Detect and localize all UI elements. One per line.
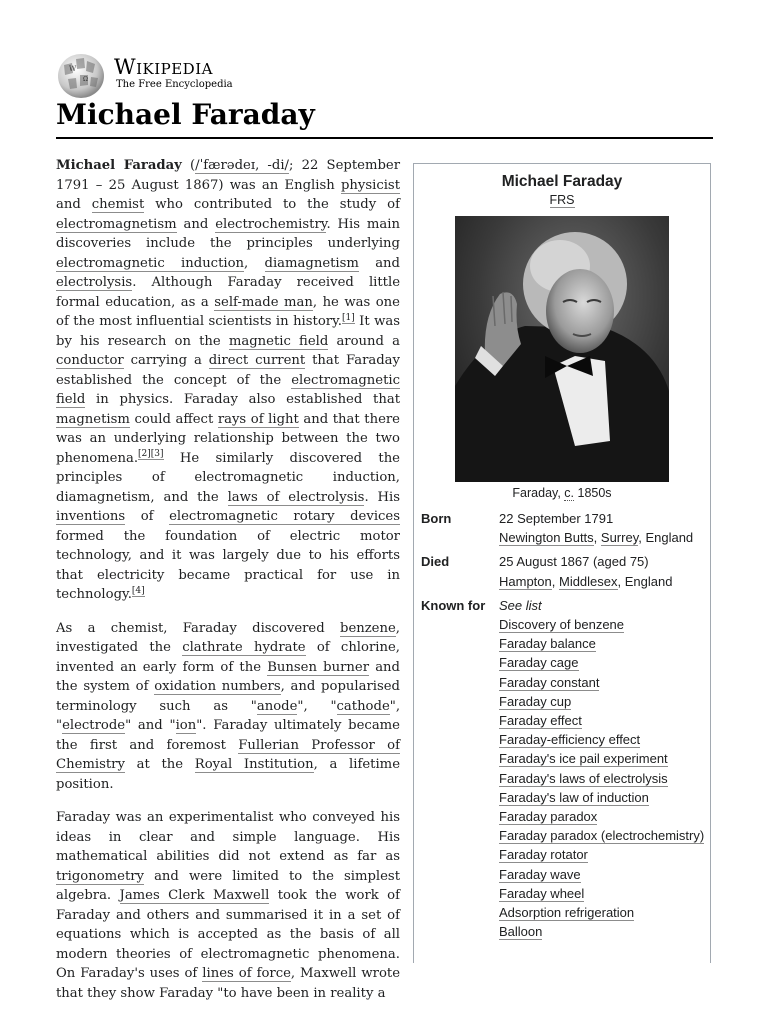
link-diamagnetism[interactable]: diamagnetism [264,255,359,271]
link-laws-of-electrolysis[interactable]: laws of electrolysis [227,489,365,505]
known-for-link[interactable]: Faraday rotator [499,847,588,863]
known-for-item [499,634,710,653]
known-for-item [499,826,710,845]
born-label: Born [421,511,452,526]
known-for-link[interactable]: Faraday constant [499,674,600,690]
citation-link[interactable]: [2][3] [138,449,164,460]
link-conductor[interactable]: conductor [56,353,124,368]
link-rays-of-light[interactable]: rays of light [217,411,299,427]
known-for-value [499,596,710,942]
link-inventions[interactable]: inventions [56,509,126,524]
lead-paragraph-3: Faraday was an experimentalist who conveyed his ideas in clear and simple language. His mathematical abilities did not extend as far as trigonometry and were limited to the simplest algebra. James Clerk Maxwell took the work of Faraday and others and summarised it in a set of equations which is accepted as the basis of all modern theories of electromagnetic phenomena. On Faraday's uses of lines of force, Maxwell wrote that they show Faraday "to have been in reality a [56,810,400,1001]
known-for-link[interactable]: Faraday's law of induction [499,789,649,805]
link-electromagnetic-induction[interactable]: electromagnetic induction [56,255,245,271]
infobox-title: Michael Faraday [501,173,623,190]
known-for-link[interactable]: Faraday balance [499,636,596,652]
known-for-item [499,903,710,922]
died-label: Died [421,554,450,570]
link-bunsen-burner[interactable]: Bunsen burner [267,659,369,675]
portrait-caption: Faraday, c. 1850s [512,486,612,500]
known-for-item [499,884,710,903]
link-electrode[interactable]: electrode [62,718,126,733]
known-for-item [499,845,710,864]
known-for-item [499,922,710,941]
citation-link[interactable]: [4] [131,585,145,596]
known-for-link[interactable]: Faraday-efficiency effect [499,732,641,748]
known-for-item [499,788,710,807]
known-for-link[interactable]: Faraday's ice pail experiment [499,751,668,767]
known-for-item [499,653,710,672]
link-physicist[interactable]: physicist [340,177,400,193]
known-for-link[interactable]: Faraday cage [499,655,579,671]
known-for-item [499,769,710,788]
link-newington-butts[interactable]: Newington Butts [499,530,594,546]
link-chemist[interactable]: chemist [91,197,145,212]
link-ion[interactable]: ion [175,718,197,733]
wikipedia-globe-logo[interactable] [56,53,106,99]
link-frs[interactable]: FRS [549,193,575,207]
link-oxidation-numbers[interactable]: oxidation numbers [154,679,281,694]
circa-abbr[interactable]: c. [564,486,575,500]
link-direct-current[interactable]: direct current [208,353,306,368]
link-electromagnetic-rotary-devices[interactable]: electromagnetic rotary devices [169,509,400,524]
wikipedia-wordmark[interactable]: Wikipedia [114,55,213,79]
see-list-note: See list [499,597,542,613]
link-trigonometry[interactable]: trigonometry [56,868,144,884]
known-for-item [499,615,710,634]
known-for-link[interactable]: Balloon [499,924,543,940]
infobox-row-born [414,509,710,547]
page-title: Michael Faraday [56,98,315,131]
known-for-link[interactable]: Faraday wheel [499,885,585,901]
known-for-item [499,749,710,768]
known-for-link[interactable]: Faraday effect [499,713,582,729]
known-for-item [499,730,710,749]
known-for-list [499,615,710,941]
known-for-item [499,711,710,730]
lead-paragraph-1: Michael Faraday (/ˈfærədeɪ, -di/; 22 September 1791 – 25 August 1867) was an English physicist and chemist who contributed to the study of electromagnetism and electrochemistry. His main discoveries include the principles underlying electromagnetic induction, diamagnetism and electrolysis. Although Faraday received little formal education, as a self-made man, he was one of the most influential scientists in history.[1] It was by his research on the magnetic field around a conductor carrying a direct current that Faraday established the concept of the electromagnetic field in physics. Faraday also established that magnetism could affect rays of light and that there was an underlying relationship between the two phenomena.[2][3] He similarly discovered the principles of electromagnetic induction, diamagnetism, and the laws of electrolysis. His inventions of electromagnetic rotary devices formed the foundation of electric motor technology, and it was largely due to his efforts that electricity became practical for use in technology.[4] [56,158,400,602]
link-james-clerk-maxwell[interactable]: James Clerk Maxwell [119,888,270,903]
svg-text:Ω: Ω [83,76,88,83]
link-middlesex[interactable]: Middlesex [558,573,618,589]
known-for-link[interactable]: Faraday cup [499,693,572,709]
known-for-item [499,865,710,884]
link-hampton[interactable]: Hampton [499,573,552,589]
link-benzene[interactable]: benzene [340,620,396,636]
subject-name: Michael Faraday [56,158,182,173]
infobox-row-died [414,552,710,590]
link-anode[interactable]: anode [256,698,298,714]
link-surrey[interactable]: Surrey [600,530,639,546]
link-clathrate-hydrate[interactable]: clathrate hydrate [182,640,306,655]
link-magnetism[interactable]: magnetism [56,411,130,427]
link-lines-of-force[interactable]: lines of force [202,966,291,981]
infobox-postnominal [414,191,710,210]
known-for-label: Known for [421,597,486,613]
link-electrochemistry[interactable]: electrochemistry [215,216,327,232]
link-cathode[interactable]: cathode [336,698,390,714]
died-value: 25 August 1867 (aged 75) Hampton, Middlesex, England [499,554,673,589]
portrait-photo[interactable] [455,216,669,482]
link-magnetic-field[interactable]: magnetic field [228,333,329,349]
known-for-link[interactable]: Adsorption refrigeration [499,905,635,921]
known-for-item [499,692,710,711]
infobox [413,163,711,963]
known-for-link[interactable]: Faraday paradox [499,809,598,825]
title-divider [56,137,713,139]
link-electromagnetic-field[interactable]: electromagnetic field [56,372,400,407]
known-for-link[interactable]: Faraday's laws of electrolysis [499,770,668,786]
link-electromagnetism[interactable]: electromagnetism [56,216,177,232]
link-fullerian-professor[interactable]: Fullerian Professor of Chemistry [56,737,400,772]
link-royal-institution[interactable]: Royal Institution [194,757,314,772]
known-for-link[interactable]: Discovery of benzene [499,617,625,633]
link-self-made-man[interactable]: self-made man [214,294,313,310]
born-value: 22 September 1791 Newington Butts, Surrey, England [499,511,694,546]
wikipedia-tagline: The Free Encyclopedia [116,79,233,90]
pronunciation-link[interactable]: /ˈfærədeɪ, -di/ [195,158,289,173]
link-electrolysis[interactable]: electrolysis [56,275,133,290]
infobox-row-known-for [414,596,710,942]
known-for-item [499,673,710,692]
known-for-link[interactable]: Faraday paradox (electrochemistry) [499,828,705,844]
known-for-item [499,807,710,826]
lead-paragraph-2: As a chemist, Faraday discovered benzene, investigated the clathrate hydrate of chlorine, invented an early form of the Bunsen burner and the system of oxidation numbers, and popularised terminology such as "anode", "cathode", "electrode" and "ion". Faraday ultimately became the first and foremost Fullerian Professor of Chemistry at the Royal Institution, a lifetime position. [56,620,401,792]
known-for-link[interactable]: Faraday wave [499,866,581,882]
article-body [56,156,400,1017]
svg-text:W: W [69,65,77,73]
citation-link[interactable]: [1] [341,312,355,323]
